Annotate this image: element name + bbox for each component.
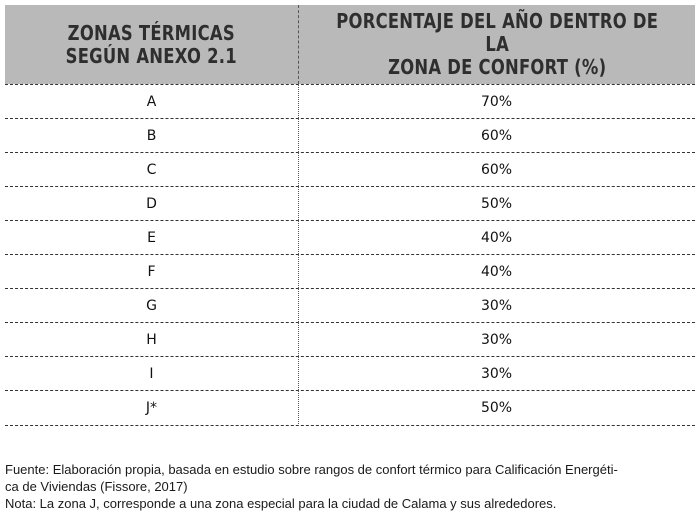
percent-cell: 60% (480, 127, 513, 144)
table-row (5, 254, 695, 288)
percent-cell: 30% (480, 331, 513, 348)
zone-cell: F (147, 263, 156, 280)
table-row (5, 84, 695, 118)
zone-cell: H (146, 331, 157, 348)
table-row (5, 152, 695, 186)
header-thermal-zones (31, 5, 271, 84)
percent-cell: 30% (480, 365, 513, 382)
table-row (5, 390, 695, 426)
table-row (5, 118, 695, 152)
zone-cell: D (146, 195, 157, 212)
zone-cell: C (146, 161, 157, 178)
source-note-line1: Fuente: Elaboración propia, basada en estudio sobre rangos de confort térmico para Calificación Energéti- (5, 462, 618, 477)
table-row (5, 322, 695, 356)
percent-cell: 40% (480, 229, 513, 246)
zone-cell: J* (145, 400, 158, 416)
source-note-line2: ca de Viviendas (Fissore, 2017) (5, 479, 188, 494)
column-divider (298, 84, 299, 426)
header-thermal-zones-line1: ZONAS TÉRMICAS (67, 20, 235, 45)
header-comfort-percentage-line1: PORCENTAJE DEL AÑO DENTRO DE LA (335, 9, 658, 56)
table-row (5, 220, 695, 254)
table-body (5, 84, 695, 426)
table-row (5, 356, 695, 390)
percent-cell: 50% (480, 195, 513, 212)
header-divider (298, 5, 299, 84)
percent-cell: 50% (480, 400, 513, 416)
percent-cell: 30% (480, 297, 513, 314)
zone-cell: I (149, 365, 154, 382)
percent-cell: 60% (480, 161, 513, 178)
percent-cell: 70% (480, 93, 513, 110)
comfort-zone-table (5, 5, 695, 426)
table-header (5, 5, 695, 84)
table-row (5, 288, 695, 322)
header-comfort-percentage (334, 5, 659, 84)
zone-j-note: Nota: La zona J, corresponde a una zona especial para la ciudad de Calama y sus alrededores. (5, 496, 557, 511)
percent-cell: 40% (480, 263, 513, 280)
table-row (5, 186, 695, 220)
header-comfort-percentage-line2: ZONA DE CONFORT (%) (387, 55, 606, 79)
header-thermal-zones-line2: SEGÚN ANEXO 2.1 (65, 43, 237, 68)
table-notes (5, 461, 695, 512)
zone-cell: B (146, 127, 157, 144)
zone-cell: G (146, 297, 157, 314)
zone-cell: A (146, 93, 157, 110)
zone-cell: E (147, 229, 156, 246)
